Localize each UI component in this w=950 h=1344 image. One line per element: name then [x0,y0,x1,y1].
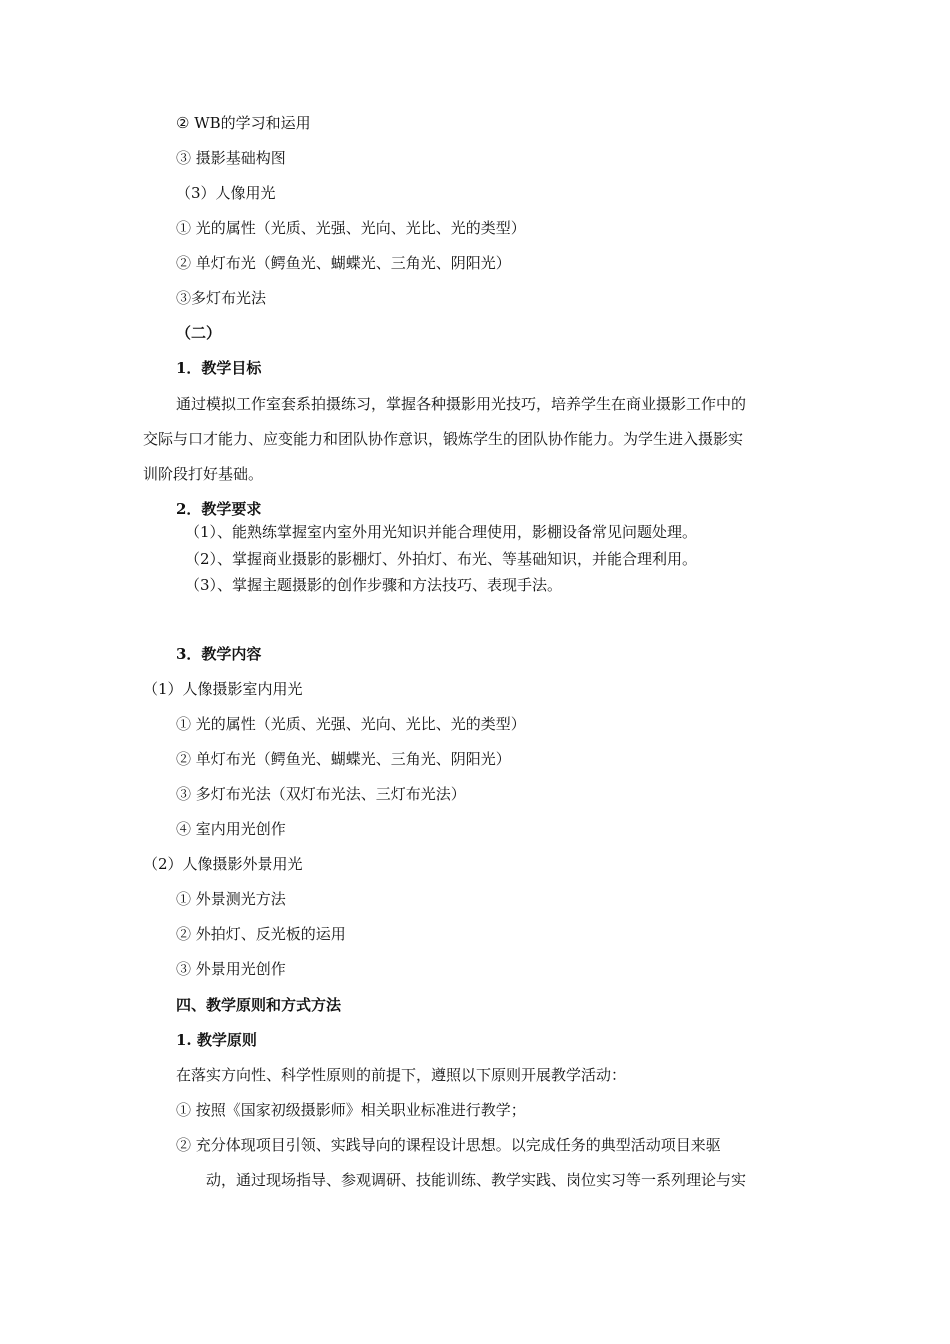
list-item-composition: ③ 摄影基础构图 [176,149,286,167]
heading-teaching-principles: 1. 教学原则 [176,1031,257,1049]
subsection-indoor-light: （1）人像摄影室内用光 [143,680,303,698]
heading-teaching-requirements: 2．教学要求 [176,500,262,518]
list-item-wb: ② WB的学习和运用 [176,114,311,132]
list-item-multi-light: ③多灯布光法 [176,289,267,307]
heading-teaching-goals: 1．教学目标 [176,359,262,377]
principle-item-2-line-2: 动，通过现场指导、参观调研、技能训练、教学实践、岗位实习等一系列理论与实 [206,1171,747,1189]
paragraph-goals-line-3: 训阶段打好基础。 [143,465,264,483]
list-item-light-properties: ① 光的属性（光质、光强、光向、光比、光的类型） [176,219,526,237]
heading-teaching-content: 3．教学内容 [176,645,262,663]
content-item-flash-reflector: ② 外拍灯、反光板的运用 [176,925,346,943]
paragraph-principles-intro: 在落实方向性、科学性原则的前提下，遵照以下原则开展教学活动： [176,1066,627,1084]
principle-item-2-line-1: ② 充分体现项目引领、实践导向的课程设计思想。以完成任务的典型活动项目来驱 [176,1136,721,1154]
subsection-portrait-light: （3）人像用光 [176,184,276,202]
paragraph-goals-line-1: 通过模拟工作室套系拍摄练习，掌握各种摄影用光技巧，培养学生在商业摄影工作中的 [176,395,747,413]
content-item-multi-light: ③ 多灯布光法（双灯布光法、三灯布光法） [176,785,466,803]
content-item-metering: ① 外景测光方法 [176,890,286,908]
section-heading-four: 四、教学原则和方式方法 [176,996,342,1014]
paragraph-goals-line-2: 交际与口才能力、应变能力和团队协作意识，锻炼学生的团队协作能力。为学生进入摄影实 [143,430,744,448]
subsection-outdoor-light: （2）人像摄影外景用光 [143,855,303,873]
content-item-single-light: ② 单灯布光（鳄鱼光、蝴蝶光、三角光、阴阳光） [176,750,511,768]
content-item-outdoor-creation: ③ 外景用光创作 [176,960,286,978]
list-item-single-light: ② 单灯布光（鳄鱼光、蝴蝶光、三角光、阴阳光） [176,254,511,272]
content-item-light-properties: ① 光的属性（光质、光强、光向、光比、光的类型） [176,715,526,733]
section-heading-two: （二） [176,324,222,342]
principle-item-1: ① 按照《国家初级摄影师》相关职业标准进行教学； [176,1101,526,1119]
requirement-item-2: （2）、掌握商业摄影的影棚灯、外拍灯、布光、等基础知识，并能合理利用。 [185,550,698,568]
requirement-item-1: （1）、能熟练掌握室内室外用光知识并能合理使用，影棚设备常见问题处理。 [185,523,698,541]
requirement-item-3: （3）、掌握主题摄影的创作步骤和方法技巧、表现手法。 [185,576,563,594]
content-item-indoor-creation: ④ 室内用光创作 [176,820,286,838]
